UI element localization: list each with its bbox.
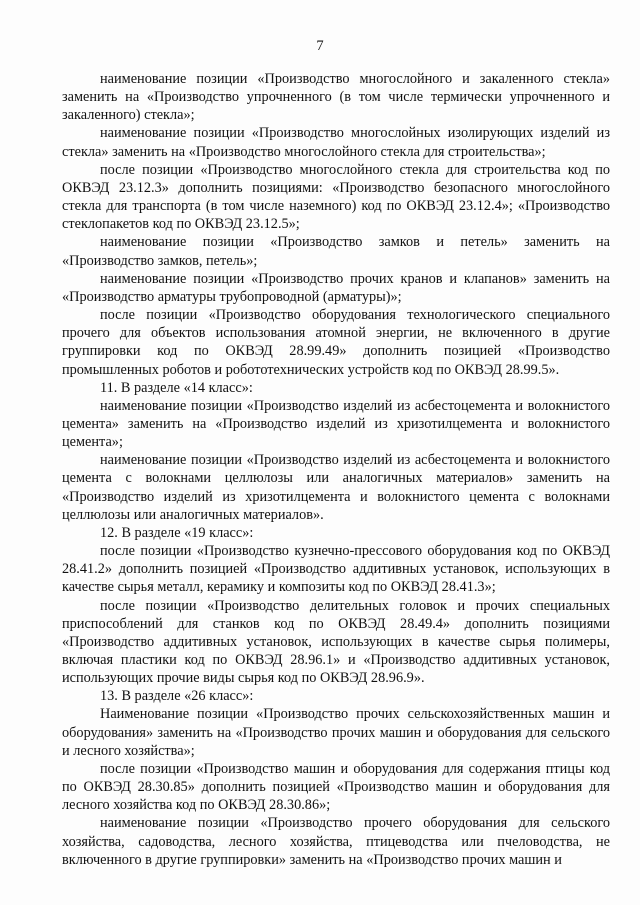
paragraph: наименование позиции «Производство многослойного и закаленного стекла» заменить на «Производство упрочненного (в том числе термически упрочненного и закаленного) стекла»;: [62, 71, 610, 124]
paragraph: Наименование позиции «Производство прочих сельскохозяйственных машин и оборудования» заменить на «Производство прочих машин и оборудования для сельского и лесного хозяйства»;: [62, 706, 610, 759]
section-heading: 11. В разделе «14 класс»:: [100, 379, 253, 396]
paragraph: после позиции «Производство кузнечно-прессового оборудования код по ОКВЭД 28.41.2» дополнить позицией «Производство аддитивных установок, использующих в качестве сырья металл, керамику и композиты код по ОКВЭД 28.41.3»;: [62, 543, 610, 596]
paragraph: наименование позиции «Производство прочего оборудования для сельского хозяйства, садоводства, лесного хозяйства, птицеводства или пчеловодства, не включенного в другие группировки» заменить на «Производство прочих машин и: [62, 815, 610, 868]
paragraph: после позиции «Производство машин и оборудования для содержания птицы код по ОКВЭД 28.30.85» дополнить позицией «Производство машин и оборудования для лесного хозяйства код по ОКВЭД 28.30.86»;: [62, 760, 610, 814]
paragraph: после позиции «Производство оборудования технологического специального прочего для объектов использования атомной энергии, не включенного в другие группировки код по ОКВЭД 28.99.49» дополнить позицией «Производство промышленных роботов и робототехнических устройств код по ОКВЭД 28.99.5».: [62, 307, 610, 378]
paragraph: наименование позиции «Производство замков и петель» заменить на «Производство замков, петель»;: [62, 234, 610, 269]
paragraph: наименование позиции «Производство изделий из асбестоцемента и волокнистого цемента с волокнами целлюлозы или аналогичных материалов» заменить на «Производство изделий из хризотилцемента и волокнистого цемента с волокнами целлюлозы или аналогичных материалов».: [62, 452, 610, 523]
paragraph: после позиции «Производство многослойного стекла для строительства код по ОКВЭД 23.12.3» дополнить позициями: «Производство безопасного многослойного стекла для транспорта (в том числе наземного) код по ОКВЭД 23.12.4»; «Производство стеклопакетов код по ОКВЭД 23.12.5»;: [62, 161, 610, 233]
page-number: 7: [316, 38, 324, 54]
section-heading: 12. В разделе «19 класс»:: [100, 524, 254, 541]
paragraph: наименование позиции «Производство прочих кранов и клапанов» заменить на «Производство арматуры трубопроводной (арматуры)»;: [62, 270, 610, 305]
paragraph: после позиции «Производство делительных головок и прочих специальных приспособлений для станков код по ОКВЭД 28.49.4» дополнить позициями «Производство аддитивных установок, использующих в качестве сырья полимеры, включая пластики код по ОКВЭД 28.96.1» и «Производство аддитивных установок, использующих прочие виды сырья код по ОКВЭД 28.96.9».: [62, 597, 610, 687]
paragraph: наименование позиции «Производство многослойных изолирующих изделий из стекла» заменить на «Производство многослойного стекла для строительства»;: [62, 125, 610, 160]
section-heading: 13. В разделе «26 класс»:: [100, 688, 254, 705]
paragraph: наименование позиции «Производство изделий из асбестоцемента и волокнистого цемента» заменить на «Производство изделий из хризотилцемента и волокнистого цемента»;: [62, 397, 610, 451]
document-body: [62, 70, 610, 869]
